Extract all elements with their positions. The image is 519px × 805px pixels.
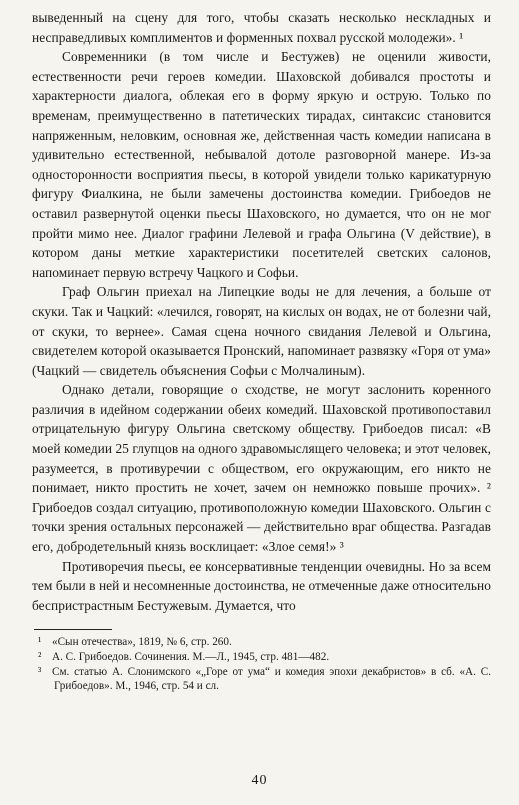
body-text	[32, 8, 491, 615]
footnote	[32, 635, 491, 650]
page-number: 40	[251, 773, 268, 788]
footnote-separator	[34, 629, 112, 630]
footnote-text: См. статью А. Слонимского «„Горе от ума“ и комедия эпохи декабристов» в сб. «А. С. Грибоедов». М., 1946, стр. 54 и сл.	[52, 665, 491, 693]
footnote-text: «Сын отечества», 1819, № 6, стр. 260.	[52, 636, 232, 649]
paragraph: Современники (в том числе и Бестужев) не оценили живости, естественности речи героев комедии. Шаховской добивался простоты и характерности диалога, облекая его в форму яркую и острую. Только по временам, преимущественно в патетических тирадах, синтаксис становится напряженным, неловким, основная же, действенная часть комедии написана в удивительно естественной, небывалой дотоле разговорной манере. Из-за односторонности восприятия пьесы, в которой увидели только карикатурную фигуру Фиалкина, не были замечены достоинства комедии. Грибоедов не оставил развернутой оценки пьесы Шаховского, но думается, что он не мог пройти мимо нее. Диалог графини Лелевой и графа Ольгина (V действие), в котором даны меткие характеристики посетителей светских салонов, напоминает первую встречу Чацкого и Софьи.	[32, 49, 491, 280]
paragraph: Однако детали, говорящие о сходстве, не могут заслонить коренного различия в идейном содержании обеих комедий. Шаховской противопоставил отрицательную фигуру Ольгина светскому обществу. Грибоедов писал: «В моей комедии 25 глупцов на одного здравомыслящего человека; и этот человек, разумеется, в противуречии с обществом, его окружающим, его никто не понимает, никто простить не хочет, зачем он немножко повыше прочих». ² Грибоедов создал ситуацию, противоположную комедии Шаховского. Ольгин с точки зрения остальных персонажей — действительно враг общества. Разгадав его, добродетельный князь восклицает: «Злое семя!» ³	[32, 382, 491, 555]
footnote	[32, 650, 491, 665]
paragraph: Противоречия пьесы, ее консервативные тенденции очевидны. Но за всем тем были в ней и несомненные достоинства, не отмеченные даже относительно беспристрастным Бестужевым. Думается, что	[32, 558, 491, 613]
footnote	[32, 665, 491, 694]
paragraph: выведенный на сцену для того, чтобы сказать несколько нескладных и несправедливых комплиментов и форменных похвал русской молодежи». ¹	[32, 10, 491, 45]
footnotes	[32, 635, 491, 693]
footnote-number: ³	[38, 665, 42, 678]
footnote-number: ²	[38, 651, 42, 663]
footnote-text: А. С. Грибоедов. Сочинения. М.—Л., 1945, стр. 481—482.	[52, 651, 330, 663]
paragraph: Граф Ольгин приехал на Липецкие воды не для лечения, а больше от скуки. Так и Чацкий: «лечился, говорят, на кислых он водах, не от болезни чай, от скуки, то вернее». Самая сцена ночного свидания Лелевой и Ольгина, свидетелем которой оказывается Пронский, напоминает развязку «Горя от ума» (Чацкий — свидетель объяснения Софьи с Молчалиным).	[32, 284, 491, 378]
footnote-number: ¹	[38, 636, 42, 649]
